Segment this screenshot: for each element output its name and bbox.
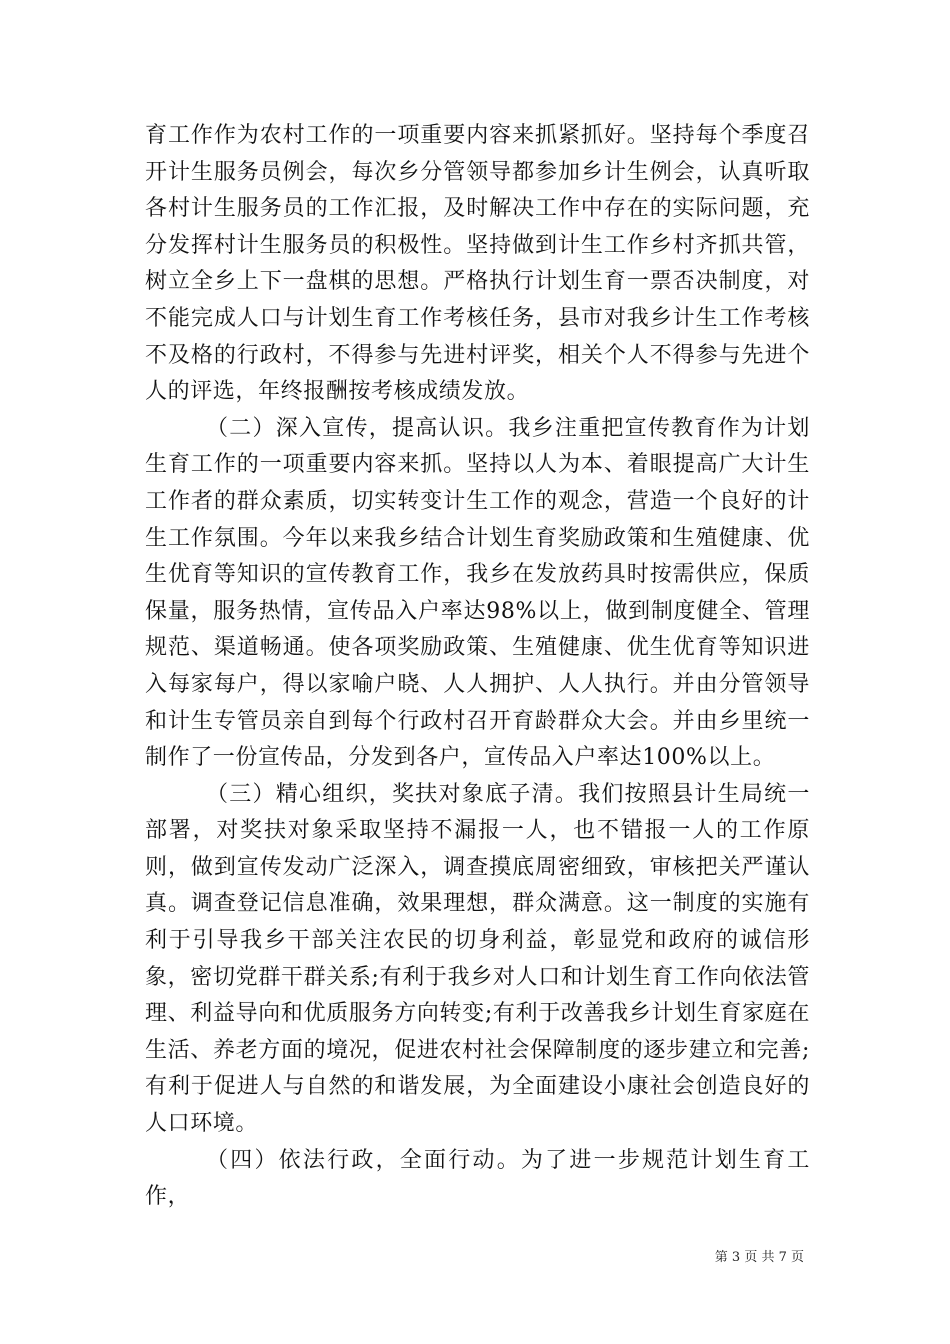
- page-number-footer: 第 3 页 共 7 页: [714, 1250, 804, 1265]
- paragraph-4: （四）依法行政，全面行动。为了进一步规范计划生育工作，: [145, 1147, 810, 1210]
- paragraph-2: （二）深入宣传，提高认识。我乡注重把宣传教育作为计划生育工作的一项重要内容来抓。坚持以人为本、着眼提高广大计生工作者的群众素质，切实转变计生工作的观念，营造一个良好的计生工作氛围。今年以来我乡结合计划生育奖励政策和生殖健康、优生优育等知识的宣传教育工作，我乡在发放药具时按需供应，保质保量，服务热情，宣传品入户率达98%以上，做到制度健全、管理规范、渠道畅通。使各项奖励政策、生殖健康、优生优育等知识进入每家每户，得以家喻户晓、人人拥护、人人执行。并由分管领导和计生专管员亲自到每个行政村召开育龄群众大会。并由乡里统一制作了一份宣传品，分发到各户，宣传品入户率达100%以上。: [145, 415, 810, 771]
- paragraph-1: 育工作作为农村工作的一项重要内容来抓紧抓好。坚持每个季度召开计生服务员例会，每次乡分管领导都参加乡计生例会，认真听取各村计生服务员的工作汇报，及时解决工作中存在的实际问题，充分发挥村计生服务员的积极性。坚持做到计生工作乡村齐抓共管，树立全乡上下一盘棋的思想。严格执行计划生育一票否决制度，对不能完成人口与计划生育工作考核任务，县市对我乡计生工作考核不及格的行政村，不得参与先进村评奖，相关个人不得参与先进个人的评选，年终报酬按考核成绩发放。: [145, 123, 810, 405]
- paragraph-3: （三）精心组织，奖扶对象底子清。我们按照县计生局统一部署，对奖扶对象采取坚持不漏报一人，也不错报一人的工作原则，做到宣传发动广泛深入，调查摸底周密细致，审核把关严谨认真。调查登记信息准确，效果理想，群众满意。这一制度的实施有利于引导我乡干部关注农民的切身利益，彰显党和政府的诚信形象，密切党群干群关系;有利于我乡对人口和计划生育工作向依法管理、利益导向和优质服务方向转变;有利于改善我乡计划生育家庭在生活、养老方面的境况，促进农村社会保障制度的逐步建立和完善;有利于促进人与自然的和谐发展，为全面建设小康社会创造良好的人口环境。: [145, 781, 810, 1137]
- document-body: [145, 118, 810, 1216]
